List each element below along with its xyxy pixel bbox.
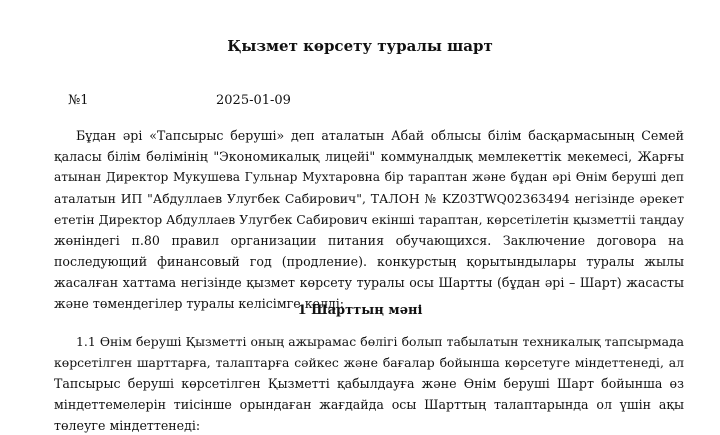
intro-paragraph	[54, 125, 684, 314]
section-heading: 1 Шарттың мәні	[297, 303, 423, 318]
intro-line: последующий финансовый год (продление). конкурстың қорытындылары туралы жылы	[54, 254, 684, 269]
intro-line: аталатын ИП "Абдуллаев Улугбек Сабирович", ТАЛОН № KZ03TWQ02363494 негізінде әрекет	[54, 191, 684, 206]
clause-line: Тапсырыс беруші көрсетілген Қызметті қабылдауға және Өнім беруші Шарт бойынша өз	[54, 376, 684, 391]
intro-line: Бұдан әрі «Тапсырыс беруші» деп аталатын Абай облысы білім басқармасының Семей	[76, 128, 684, 143]
intro-line: жөніндегі п.80 правил организации питания обучающихся. Заключение договора на	[54, 233, 684, 248]
contract-date: 2025-01-09	[216, 93, 291, 108]
clause-line: көрсетілген шарттарға, талаптарға сәйкес және бағалар бойынша көрсетуге міндеттенеді, ал	[54, 355, 684, 370]
intro-line: қаласы білім бөлімінің "Экономикалық лицейі" коммуналдық мемлекеттік мекемесі, Жарғы	[54, 149, 684, 164]
intro-line: және төмендегілер туралы келісімге келді:	[54, 296, 345, 311]
contract-number: №1	[68, 93, 89, 108]
clause-1-1	[54, 331, 684, 435]
clause-line: 1.1 Өнім беруші Қызметті оның ажырамас бөлігі болып табылатын техникалық тапсырмада	[76, 334, 684, 349]
clause-line: міндеттемелерін тиісінше орындаған жағдайда осы Шарттың талаптарында ол үшін ақы	[54, 397, 684, 412]
intro-line: атынан Директор Мукушева Гульнар Мухтаровна бір тараптан және бұдан әрі Өнім беруші деп	[54, 170, 684, 184]
intro-line: ететін Директор Абдуллаев Улугбек Сабирович екінші тараптан, көрсетілетін қызметтіі таңдау	[54, 212, 685, 227]
document-title: Қызмет көрсету туралы шарт	[227, 37, 493, 55]
clause-line: төлеуге міндеттенеді:	[54, 418, 201, 433]
intro-line: жасалған хаттама негізінде қызмет көрсету туралы осы Шартты (бұдан әрі – Шарт) жасасты	[54, 275, 684, 290]
